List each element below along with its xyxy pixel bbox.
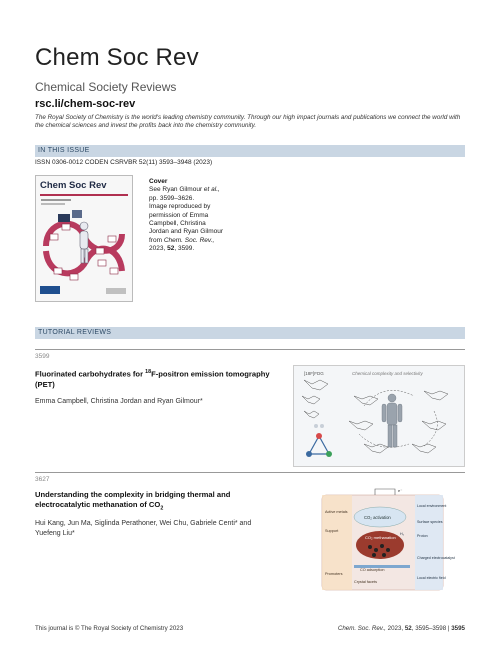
footer-year: 2023, <box>387 625 404 632</box>
article-title-part: Understanding the complexity in bridging thermal and electrocatalytic methanation of CO <box>35 490 231 509</box>
fig-label-local-env: Local environment <box>417 504 447 508</box>
cover-caption <box>149 178 259 254</box>
cover-line: pp. 3599–3626. <box>149 194 195 202</box>
article-title-part: F-positron emission tomography (PET) <box>35 369 270 389</box>
pet-figure <box>294 366 464 466</box>
article-figure[interactable] <box>293 365 465 467</box>
in-this-issue-band: IN THIS ISSUE <box>35 145 465 157</box>
fig-label-fdg: [18F]FDG <box>304 371 324 376</box>
article-title[interactable] <box>35 490 275 514</box>
cover-line-volume: 52 <box>167 245 175 253</box>
fig-label-charged: Charged electrocatalyst <box>417 556 455 560</box>
article-title-sup: 18 <box>145 369 152 375</box>
article-figure[interactable] <box>320 487 455 592</box>
article-page-number: 3599 <box>35 353 50 360</box>
fig-label-promoters: Promoters <box>325 572 343 576</box>
fig-label-co2-methanation: CO₂ methanation <box>365 535 396 540</box>
cover-line-etal: et al., <box>203 186 220 194</box>
article-title-sub: 2 <box>160 505 164 512</box>
footer-pages: 3595–3598 <box>415 625 447 632</box>
cover-line: Jordan and Ryan Gilmour <box>149 228 224 236</box>
cover-line: permission of Emma <box>149 211 209 219</box>
journal-title: Chem Soc Rev <box>35 44 199 71</box>
fig-label-support: Support <box>325 529 339 533</box>
article-title[interactable] <box>35 367 275 390</box>
footer-page-number: 3595 <box>451 625 465 632</box>
cover-line: from <box>149 236 162 244</box>
fig-label-surface-species: Surface species <box>417 520 443 524</box>
fig-label-active-metals: Active metals <box>325 510 348 514</box>
footer-volume: 52 <box>404 625 412 632</box>
fig-label-h2: H₂ <box>400 532 404 536</box>
fig-label-proton: Proton <box>417 534 428 538</box>
article-divider <box>35 472 465 473</box>
fig-label-electric-field: Local electric field <box>417 576 446 580</box>
cover-mini-title: Chem Soc Rev <box>40 180 107 191</box>
fig-label-co-adsorption: CO adsorption <box>360 568 385 572</box>
footer-separator: | <box>447 625 452 632</box>
cover-caption-body: See Ryan Gilmour et al., pp. 3599–3626. Image reproduced by permission of Emma Campbell, Christina Jordan and Ryan Gilmour from Chem. Soc. Rev., 2023, 52, 3599. <box>149 186 224 253</box>
cover-label: Cover <box>149 178 168 185</box>
article-divider <box>35 349 465 350</box>
article-title-part: Fluorinated carbohydrates for <box>35 369 146 379</box>
cover-illustration <box>36 176 132 301</box>
article-authors: Hui Kang, Jun Ma, Siglinda Perathoner, Wei Chu, Gabriele Centi* and Yuefeng Liu* <box>35 520 252 537</box>
fig-label-crystal-facets: Crystal facets <box>354 580 377 584</box>
society-blurb: The Royal Society of Chemistry is the world's leading chemistry community. Through our high impact journals and publications we connect the world with the chemical sciences and invest the profits back into the chemistry community. <box>35 114 461 129</box>
article-page-number: 3627 <box>35 476 50 483</box>
tutorial-reviews-band: TUTORIAL REVIEWS <box>35 327 465 339</box>
issn-line: ISSN 0306-0012 CODEN CSRVBR 52(11) 3593–3948 (2023) <box>35 159 213 166</box>
cover-line: 2023, <box>149 245 166 253</box>
fig-label-electron: e⁻ <box>398 488 403 493</box>
fig-label-co2-activation: CO₂ activation <box>364 515 391 520</box>
journal-subtitle: Chemical Society Reviews <box>35 80 177 94</box>
fig-label-complexity: Chemical complexity and selectivity <box>352 371 423 376</box>
methanation-figure <box>320 487 455 592</box>
cover-line: See Ryan Gilmour <box>149 186 203 194</box>
journal-link[interactable]: rsc.li/chem-soc-rev <box>35 98 136 110</box>
cover-line: 3599. <box>177 245 195 253</box>
cover-line: Image reproduced by <box>149 203 211 211</box>
cover-image[interactable] <box>35 175 133 302</box>
cover-line-journal: Chem. Soc. Rev., <box>163 236 215 244</box>
article-authors: Emma Campbell, Christina Jordan and Ryan Gilmour* <box>35 398 203 405</box>
footer-copyright: This journal is © The Royal Society of Chemistry 2023 <box>35 625 184 632</box>
footer-citation: Chem. Soc. Rev., 2023, 52, 3595–3598 | 3595 <box>337 625 465 632</box>
cover-line: Campbell, Christina <box>149 220 206 228</box>
footer-journal: Chem. Soc. Rev., <box>337 625 386 632</box>
